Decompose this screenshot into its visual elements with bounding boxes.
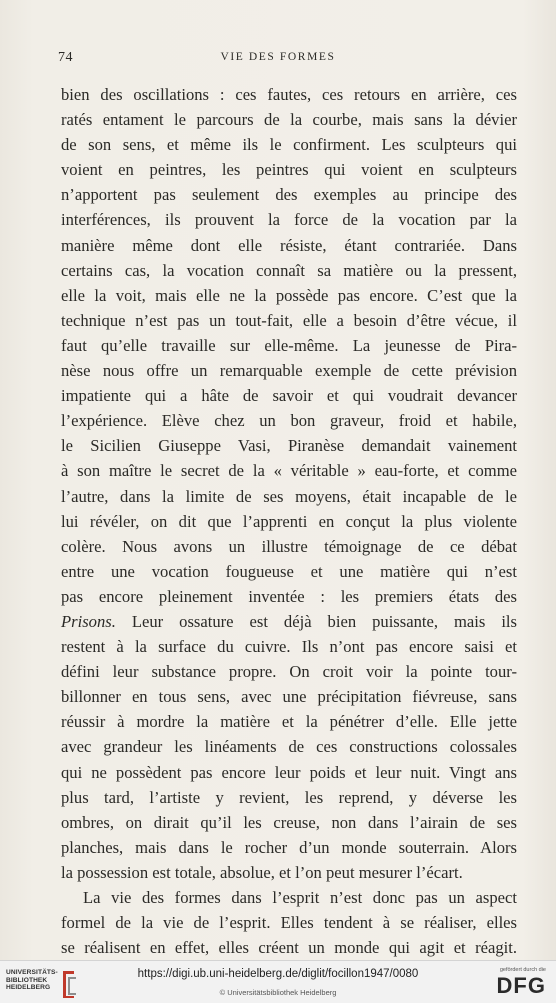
text-line: interférences, ils prouvent la force de la vocation par la bbox=[61, 210, 517, 230]
text-line: colère. Nous avons un illustre témoignage de ce débat bbox=[61, 536, 517, 556]
running-head bbox=[0, 50, 556, 66]
text-line: ratés entament le parcours de la courbe, mais sans la dévier bbox=[61, 110, 517, 130]
copyright-notice: © Universitätsbibliothek Heidelberg bbox=[219, 988, 337, 997]
text-line: pas encore pleinement inventée : les premiers états des bbox=[61, 586, 517, 606]
text-line: défini leur substance propre. On croit voir la pointe tour- bbox=[61, 662, 517, 682]
text-line: formel de la vie de l’esprit. Elles tendent à se réaliser, elles bbox=[61, 913, 517, 933]
text-line: de son sens, et même ils le confirment. Les sculpteurs qui bbox=[61, 135, 517, 155]
text-line: impatiente qui a hâte de savoir et qui voudrait devancer bbox=[61, 386, 517, 406]
dfg-caption: gefördert durch die bbox=[499, 967, 546, 973]
text-line: La vie des formes dans l’esprit n’est donc pas un aspect bbox=[83, 888, 517, 907]
text-line: elle la voit, mais elle ne la possède pas encore. C’est que la bbox=[61, 285, 517, 305]
text-line: manière même dont elle résiste, étant contrariée. Dans bbox=[61, 235, 517, 255]
text-line: certains cas, la vocation connaît sa matière ou la pressent, bbox=[61, 260, 517, 280]
text-line: lui révéler, on dit que l’apprenti en conçut la plus violente bbox=[61, 511, 517, 531]
text-line: l’autre, dans la limite de ses moyens, était incapable de le bbox=[61, 486, 517, 506]
running-title: VIE DES FORMES bbox=[220, 51, 336, 63]
text-line: n’apportent pas seulement des exemples au principe des bbox=[61, 185, 517, 205]
text-line: technique n’est pas un tout-fait, elle a besoin d’être vécue, il bbox=[61, 310, 517, 330]
text-line: réussir à mordre la matière et la pénétrer d’elle. Elle jette bbox=[61, 712, 517, 732]
text-line: à son maître le secret de la « véritable » eau-forte, et comme bbox=[61, 461, 517, 481]
text-line: qui ne possèdent pas encore leur poids et leur nuit. Vingt ans bbox=[61, 762, 517, 782]
text-line: billonner en tous sens, avec une précipitation fiévreuse, sans bbox=[61, 687, 517, 707]
text-line: l’expérience. Elève chez un bon graveur, froid et habile, bbox=[61, 411, 517, 431]
text-line: avec grandeur les linéaments de ces constructions colossales bbox=[61, 737, 517, 757]
permalink-url[interactable]: https://digi.ub.uni-heidelberg.de/diglit/focillon1947/0080 bbox=[137, 968, 419, 980]
text-line: faut qu’elle travaille sur elle-même. La jeunesse de Pira- bbox=[61, 335, 517, 355]
text-line: bien des oscillations : ces fautes, ces retours en arrière, ces bbox=[61, 85, 517, 104]
text-line: se réalisent en effet, elles créent un monde qui agit et réagit. bbox=[61, 938, 517, 958]
text-line: ombres, on dirait qu’il les creuse, non dans l’airain de ses bbox=[61, 812, 517, 832]
library-name: UNIVERSITÄTS- BIBLIOTHEK HEIDELBERG bbox=[6, 969, 58, 992]
text-line: nèse nous offre un remarquable exemple de cette prévision bbox=[61, 361, 517, 381]
text-line: voient en peintres, les peintres qui voient en sculpteurs bbox=[61, 160, 517, 180]
text-line bbox=[61, 609, 517, 634]
page-number: 74 bbox=[58, 50, 73, 65]
text-line: entre une vocation fougueuse et une matière qui n’est bbox=[61, 561, 517, 581]
viewer-footer bbox=[0, 960, 556, 1003]
dfg-wordmark: DFG bbox=[496, 973, 546, 998]
text-line: le Sicilien Giuseppe Vasi, Piranèse demandait vainement bbox=[61, 436, 517, 456]
text-fragment: Leur ossature est déjà bien puissante, mais ils bbox=[115, 611, 517, 631]
text-line: planches, mais dans le rocher d’un monde souterrain. Alors bbox=[61, 837, 517, 857]
italic-title: Prisons. bbox=[61, 611, 116, 631]
text-line: la possession est totale, absolue, et l’on peut mesurer l’écart. bbox=[61, 862, 463, 882]
dfg-logo[interactable] bbox=[490, 967, 546, 999]
text-line: restent à la surface du cuivre. Ils n’ont pas encore saisi et bbox=[61, 637, 517, 657]
body-text bbox=[61, 82, 517, 960]
text-line: plus tard, l’artiste y revient, les reprend, y déverse les bbox=[61, 787, 517, 807]
